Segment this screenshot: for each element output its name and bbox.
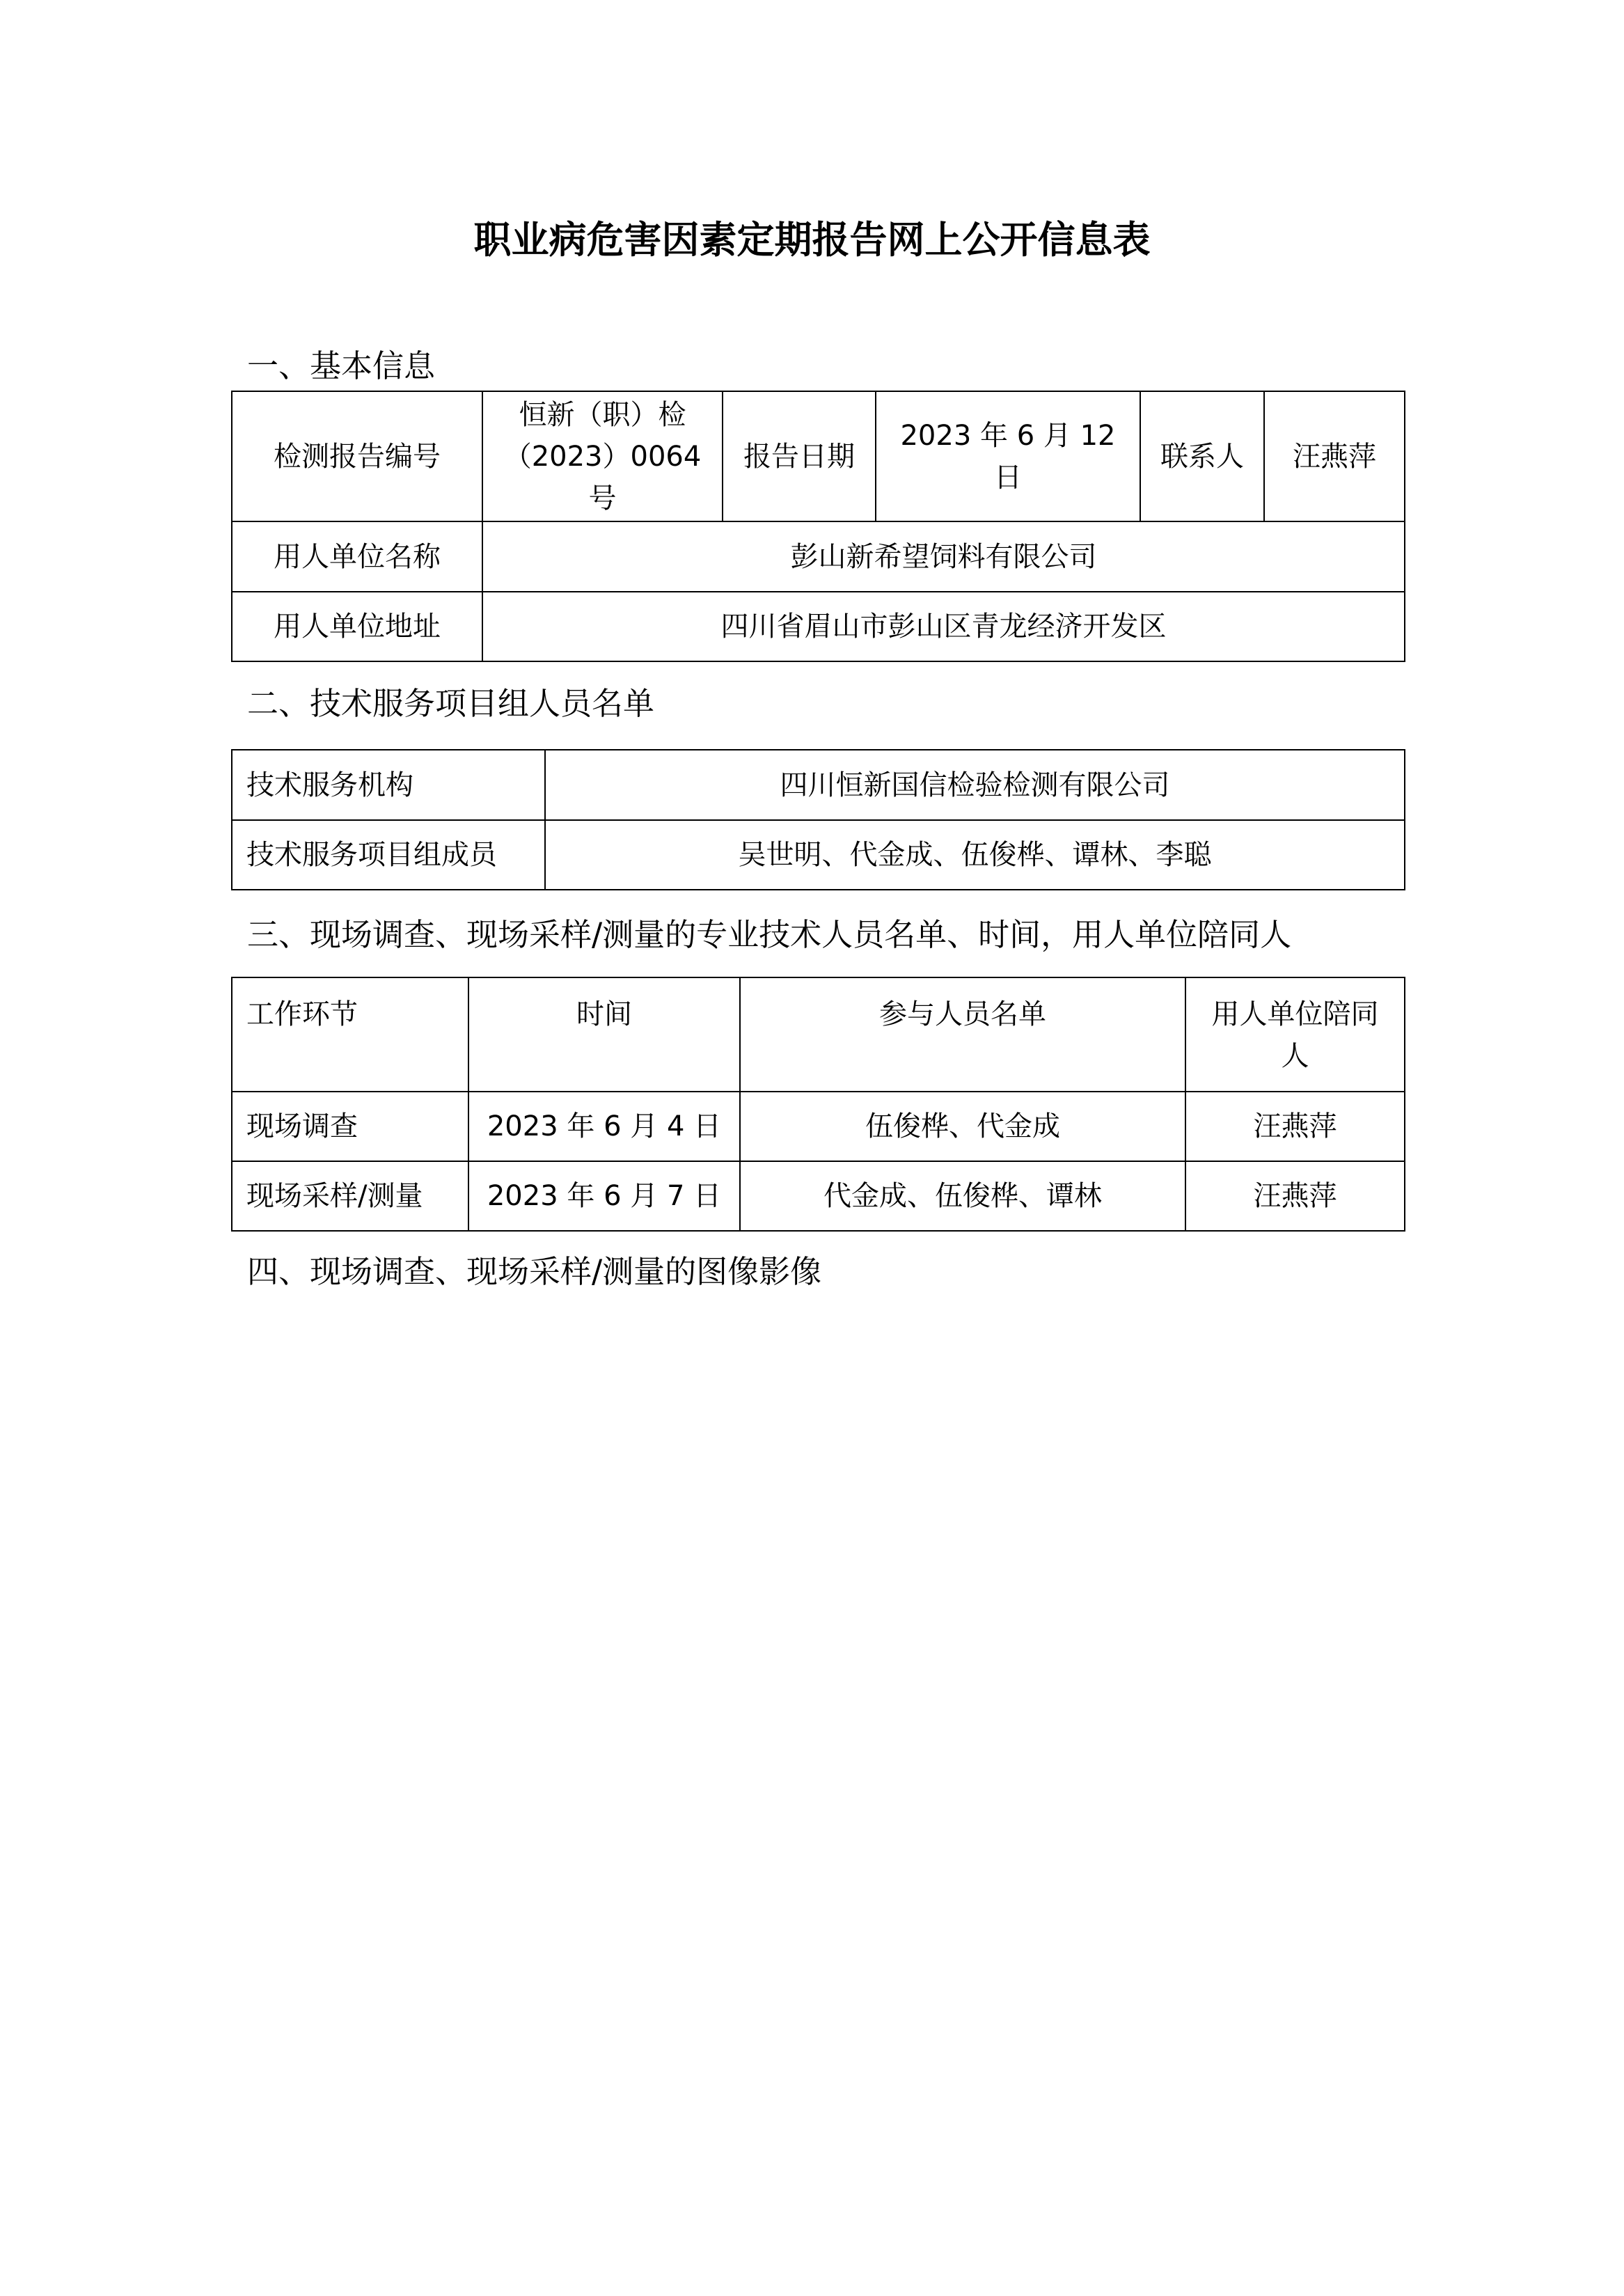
fieldwork-cell-stage: 现场采样/测量 <box>232 1161 468 1231</box>
fieldwork-header-participants: 参与人员名单 <box>740 977 1185 1092</box>
employer-address-label: 用人单位地址 <box>232 592 482 661</box>
fieldwork-header-time: 时间 <box>468 977 740 1092</box>
employer-address-value: 四川省眉山市彭山区青龙经济开发区 <box>482 592 1405 661</box>
report-no-value: 恒新（职）检（2023）0064 号 <box>482 391 723 521</box>
members-value: 吴世明、代金成、伍俊桦、谭林、李聪 <box>545 820 1405 890</box>
fieldwork-cell-escort: 汪燕萍 <box>1185 1092 1405 1161</box>
fieldwork-cell-stage: 现场调查 <box>232 1092 468 1161</box>
fieldwork-cell-escort: 汪燕萍 <box>1185 1161 1405 1231</box>
table-row <box>232 1161 1405 1231</box>
employer-name-label: 用人单位名称 <box>232 521 482 592</box>
employer-name-value: 彭山新希望饲料有限公司 <box>482 521 1405 592</box>
section-heading-images: 四、现场调查、现场采样/测量的图像影像 <box>247 1253 822 1290</box>
org-label: 技术服务机构 <box>232 750 545 820</box>
basic-info-table <box>231 391 1405 662</box>
page-title: 职业病危害因素定期报告网上公开信息表 <box>473 218 1151 262</box>
report-no-label: 检测报告编号 <box>232 391 482 521</box>
fieldwork-cell-time: 2023 年 6 月 4 日 <box>468 1092 740 1161</box>
team-table <box>231 749 1405 890</box>
fieldwork-header-escort: 用人单位陪同人 <box>1185 977 1405 1092</box>
report-date-value: 2023 年 6 月 12 日 <box>876 391 1140 521</box>
report-date-label: 报告日期 <box>723 391 876 521</box>
contact-label: 联系人 <box>1140 391 1264 521</box>
section-heading-fieldwork: 三、现场调查、现场采样/测量的专业技术人员名单、时间，用人单位陪同人 <box>247 916 1292 953</box>
table-row <box>232 1092 1405 1161</box>
section-heading-basic-info: 一、基本信息 <box>247 347 436 384</box>
fieldwork-table <box>231 977 1405 1232</box>
members-label: 技术服务项目组成员 <box>232 820 545 890</box>
fieldwork-cell-participants: 代金成、伍俊桦、谭林 <box>740 1161 1185 1231</box>
fieldwork-cell-time: 2023 年 6 月 7 日 <box>468 1161 740 1231</box>
fieldwork-header-stage: 工作环节 <box>232 977 468 1092</box>
org-value: 四川恒新国信检验检测有限公司 <box>545 750 1405 820</box>
contact-value: 汪燕萍 <box>1264 391 1405 521</box>
fieldwork-cell-participants: 伍俊桦、代金成 <box>740 1092 1185 1161</box>
section-heading-team: 二、技术服务项目组人员名单 <box>247 685 655 722</box>
